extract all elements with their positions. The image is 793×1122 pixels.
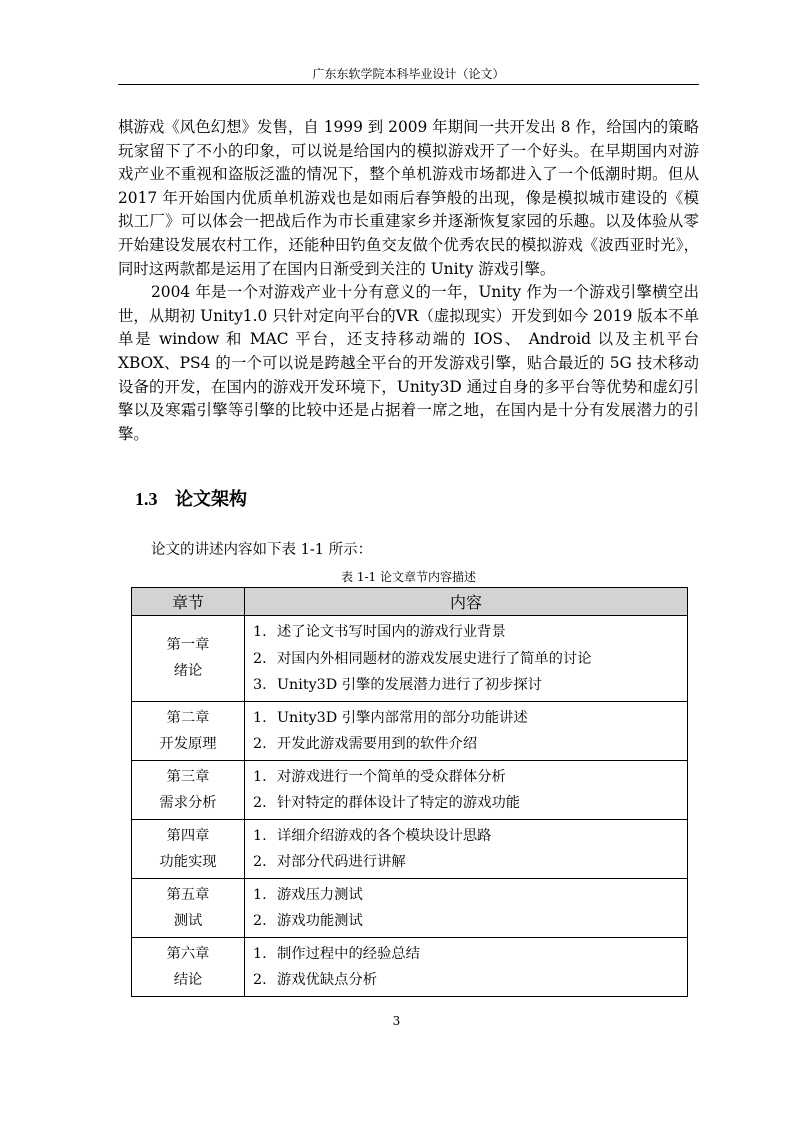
list-item xyxy=(253,941,687,968)
list-item-number: 1. xyxy=(253,945,267,962)
content-list xyxy=(245,938,687,996)
chapter-name: 需求分析 xyxy=(159,794,217,811)
list-item xyxy=(253,764,687,791)
table-row xyxy=(132,701,688,760)
list-item-number: 2. xyxy=(253,736,267,752)
list-item-number: 2. xyxy=(253,913,267,929)
list-item xyxy=(253,731,687,758)
content-cell xyxy=(245,760,688,819)
content-cell xyxy=(245,616,688,702)
list-item-number: 1. xyxy=(253,709,267,726)
list-item-text: 开发此游戏需要用到的软件介绍 xyxy=(277,736,478,752)
section-title-text: 论文架构 xyxy=(175,489,247,510)
list-item-number: 1. xyxy=(253,768,267,785)
list-item-number: 2. xyxy=(253,972,267,988)
list-item-text: 游戏功能测试 xyxy=(277,913,363,929)
list-item xyxy=(253,619,687,646)
list-item-text: 针对特定的群体设计了特定的游戏功能 xyxy=(277,795,521,811)
section-heading xyxy=(135,485,247,511)
list-item xyxy=(253,823,687,850)
list-item-text: 详细介绍游戏的各个模块设计思路 xyxy=(277,827,492,844)
paragraph-2: 2004 年是一个对游戏产业十分有意义的一年，Unity 作为一个游戏引擎横空出世，从期初 Unity1.0 只针对定向平台的VR（虚拟现实）开发到如今 2019 版本不单单是 window 和 MAC 平台，还支持移动端的 IOS、 Android 以及主机平台 XBOX、PS4 的一个可以说是跨越全平台的开发游戏引擎，贴合最近的 5G 技术移动设备的开发，在国内的游戏开发环境下，Unity3D 通过自身的多平台等优势和虚幻引擎以及寒霜引擎等引擎的比较中还是占据着一席之地，在国内是十分有发展潜力的引擎。 xyxy=(118,283,699,443)
chapter-cell xyxy=(132,760,245,819)
list-item xyxy=(253,967,687,994)
content-cell xyxy=(245,819,688,878)
chapter-cell xyxy=(132,701,245,760)
table-intro-text: 论文的讲述内容如下表 1-1 所示： xyxy=(151,542,373,558)
chapter-number: 第五章 xyxy=(166,886,210,903)
list-item-number: 1. xyxy=(253,827,267,844)
list-item xyxy=(253,849,687,876)
content-cell xyxy=(245,937,688,996)
list-item-number: 2. xyxy=(253,650,267,667)
content-list xyxy=(245,761,687,819)
list-item xyxy=(253,790,687,817)
header-content: 内容 xyxy=(245,588,688,616)
list-item-text: 述了论文书写时国内的游戏行业背景 xyxy=(277,624,506,640)
header-divider xyxy=(118,84,699,85)
chapter-number: 第六章 xyxy=(166,945,210,962)
chapter-number: 第四章 xyxy=(166,827,210,844)
list-item-text: 游戏优缺点分析 xyxy=(277,972,378,988)
list-item xyxy=(253,672,687,699)
chapter-name: 功能实现 xyxy=(159,853,217,870)
list-item xyxy=(253,646,687,673)
table-row xyxy=(132,878,688,937)
table-row xyxy=(132,616,688,702)
section-number: 1.3 xyxy=(135,489,158,509)
list-item-text: 游戏压力测试 xyxy=(277,886,363,903)
list-item-text: 制作过程中的经验总结 xyxy=(277,945,420,962)
chapter-cell xyxy=(132,878,245,937)
list-item xyxy=(253,705,687,732)
body-text xyxy=(118,116,699,446)
page-number: 3 xyxy=(392,1014,401,1028)
table-row xyxy=(132,819,688,878)
content-list xyxy=(245,879,687,937)
content-cell xyxy=(245,878,688,937)
list-item xyxy=(253,882,687,909)
table-header-row xyxy=(132,588,688,616)
chapter-number: 第三章 xyxy=(166,768,210,785)
content-list xyxy=(245,820,687,878)
content-list xyxy=(245,616,687,701)
chapter-name: 绪论 xyxy=(173,663,203,680)
list-item-number: 2. xyxy=(253,795,267,811)
page-header: 广东东软学院本科毕业设计（论文） xyxy=(312,67,505,81)
list-item-text: 对部分代码进行讲解 xyxy=(277,854,406,870)
list-item-number: 3. xyxy=(253,677,267,693)
content-list xyxy=(245,702,687,760)
list-item-number: 1. xyxy=(253,886,267,903)
content-cell xyxy=(245,701,688,760)
chapter-cell xyxy=(132,819,245,878)
list-item-text: Unity3D 引擎的发展潜力进行了初步探讨 xyxy=(277,677,542,693)
chapter-name: 测试 xyxy=(173,912,203,929)
paragraph-1: 棋游戏《风色幻想》发售，自 1999 到 2009 年期间一共开发出 8 作，给国内的策略玩家留下了不小的印象，可以说是给国内的模拟游戏开了一个好头。在早期国内对游戏产业不重视和盗版泛滥的情况下，整个单机游戏市场都进入了一个低潮时期。但从 2017 年开始国内优质单机游戏也是如雨后春笋般的出现，像是模拟城市建设的《模拟工厂》可以体会一把战后作为市长重建家乡并逐渐恢复家园的乐趣。以及体验从零开始建设发展农村工作，还能种田钓鱼交友做个优秀农民的模拟游戏《波西亚时光》，同时这两款都是运用了在国内日渐受到关注的 Unity 游戏引擎。 xyxy=(118,118,699,278)
chapter-cell xyxy=(132,616,245,702)
chapter-number: 第一章 xyxy=(166,637,210,654)
table-row xyxy=(132,937,688,996)
chapter-number: 第二章 xyxy=(166,709,210,726)
table-row xyxy=(132,760,688,819)
list-item-text: 对游戏进行一个简单的受众群体分析 xyxy=(277,768,506,785)
header-chapter: 章节 xyxy=(132,588,245,616)
list-item-number: 1. xyxy=(253,624,267,640)
chapter-name: 结论 xyxy=(173,971,203,988)
chapter-name: 开发原理 xyxy=(159,735,217,752)
table-caption: 表 1-1 论文章节内容描述 xyxy=(341,570,476,584)
list-item-text: Unity3D 引擎内部常用的部分功能讲述 xyxy=(277,709,528,726)
list-item xyxy=(253,908,687,935)
chapter-table xyxy=(131,587,688,997)
list-item-number: 2. xyxy=(253,854,267,870)
chapter-cell xyxy=(132,937,245,996)
list-item-text: 对国内外相同题材的游戏发展史进行了简单的讨论 xyxy=(277,650,592,667)
